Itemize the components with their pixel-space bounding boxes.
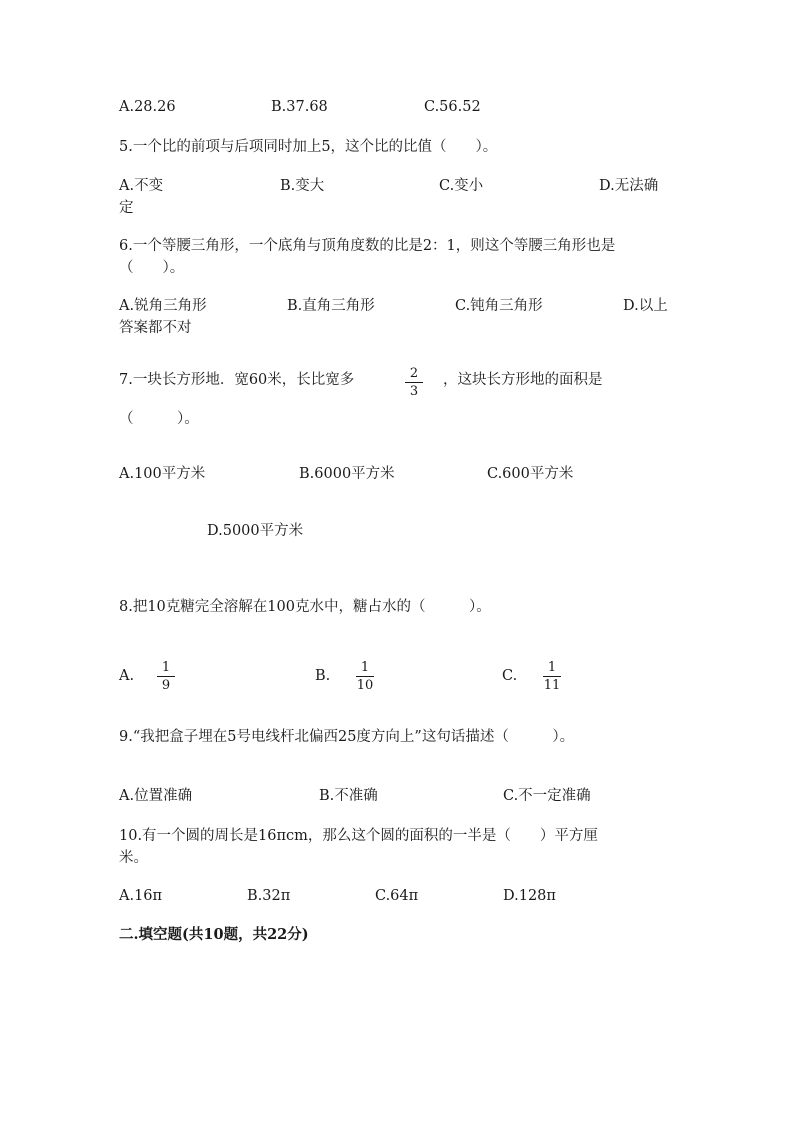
q7-option-c: C.600平方米 xyxy=(487,466,574,482)
q6-option-b: B.直角三角形 xyxy=(287,298,375,314)
q8-option-c-fraction xyxy=(541,660,563,693)
q5-stem: 5.一个比的前项与后项同时加上5，这个比的比值（ ）。 xyxy=(119,139,498,155)
fraction-denominator: 9 xyxy=(161,678,171,693)
fraction-numerator: 1 xyxy=(360,660,370,675)
q7-fraction xyxy=(403,366,425,399)
fraction-numerator: 2 xyxy=(409,366,419,381)
q8-option-a-label: A. xyxy=(119,668,135,684)
q9-stem: 9.“我把盒子埋在5号电线杆北偏西25度方向上”这句话描述（ ）。 xyxy=(119,729,575,745)
q9-option-a: A.位置准确 xyxy=(119,788,193,804)
q7-option-b: B.6000平方米 xyxy=(299,466,395,482)
q10-option-d: D.128π xyxy=(503,888,556,904)
q5-option-a: A.不变 xyxy=(119,178,164,194)
q6-option-d: D.以上 xyxy=(623,298,668,314)
fraction-denominator: 10 xyxy=(356,678,374,693)
q7-option-d: D.5000平方米 xyxy=(207,523,304,539)
fraction-bar xyxy=(356,676,374,677)
q10-stem-line2: 米。 xyxy=(119,850,148,866)
fraction-bar xyxy=(157,676,175,677)
q8-option-b-fraction xyxy=(354,660,376,693)
q4-option-c: C.56.52 xyxy=(424,99,481,115)
q6-stem-line2: （ ）。 xyxy=(119,260,185,276)
q10-option-a: A.16π xyxy=(119,888,163,904)
fraction-numerator: 1 xyxy=(547,660,557,675)
q10-option-b: B.32π xyxy=(247,888,291,904)
fraction-denominator: 3 xyxy=(409,384,419,399)
q5-option-b: B.变大 xyxy=(280,178,325,194)
q7-stem: 7.一块长方形地．宽60米，长比宽多 xyxy=(119,372,355,388)
q7-option-a: A.100平方米 xyxy=(119,466,206,482)
q4-option-a: A.28.26 xyxy=(119,99,176,115)
q5-option-d-wrap: 定 xyxy=(119,200,134,216)
fraction-bar xyxy=(543,676,561,677)
q6-option-c: C.钝角三角形 xyxy=(455,298,543,314)
q4-option-b: B.37.68 xyxy=(271,99,328,115)
q5-option-c: C.变小 xyxy=(439,178,484,194)
q8-option-c-label: C. xyxy=(502,668,518,684)
fraction-numerator: 1 xyxy=(161,660,171,675)
q9-option-c: C.不一定准确 xyxy=(503,788,591,804)
q8-option-b-label: B. xyxy=(315,668,331,684)
q5-option-d: D.无法确 xyxy=(599,178,659,194)
q8-option-a-fraction xyxy=(155,660,177,693)
fraction-bar xyxy=(405,382,423,383)
q10-option-c: C.64π xyxy=(375,888,419,904)
q6-stem: 6.一个等腰三角形，一个底角与顶角度数的比是2：1，则这个等腰三角形也是 xyxy=(119,238,616,254)
q7-stem-line2: （ ）。 xyxy=(119,411,199,427)
q6-option-d-wrap: 答案都不对 xyxy=(119,320,192,336)
fraction-denominator: 11 xyxy=(543,678,561,693)
q7-stem-continued: ，这块长方形地的面积是 xyxy=(443,372,603,388)
section-title-fill-in: 二.填空题(共10题，共22分) xyxy=(119,926,309,943)
q8-stem: 8.把10克糖完全溶解在100克水中，糖占水的（ ）。 xyxy=(119,599,491,615)
q6-option-a: A.锐角三角形 xyxy=(119,298,207,314)
q9-option-b: B.不准确 xyxy=(319,788,378,804)
q10-stem: 10.有一个圆的周长是16πcm，那么这个圆的面积的一半是（ ）平方厘 xyxy=(119,828,598,844)
